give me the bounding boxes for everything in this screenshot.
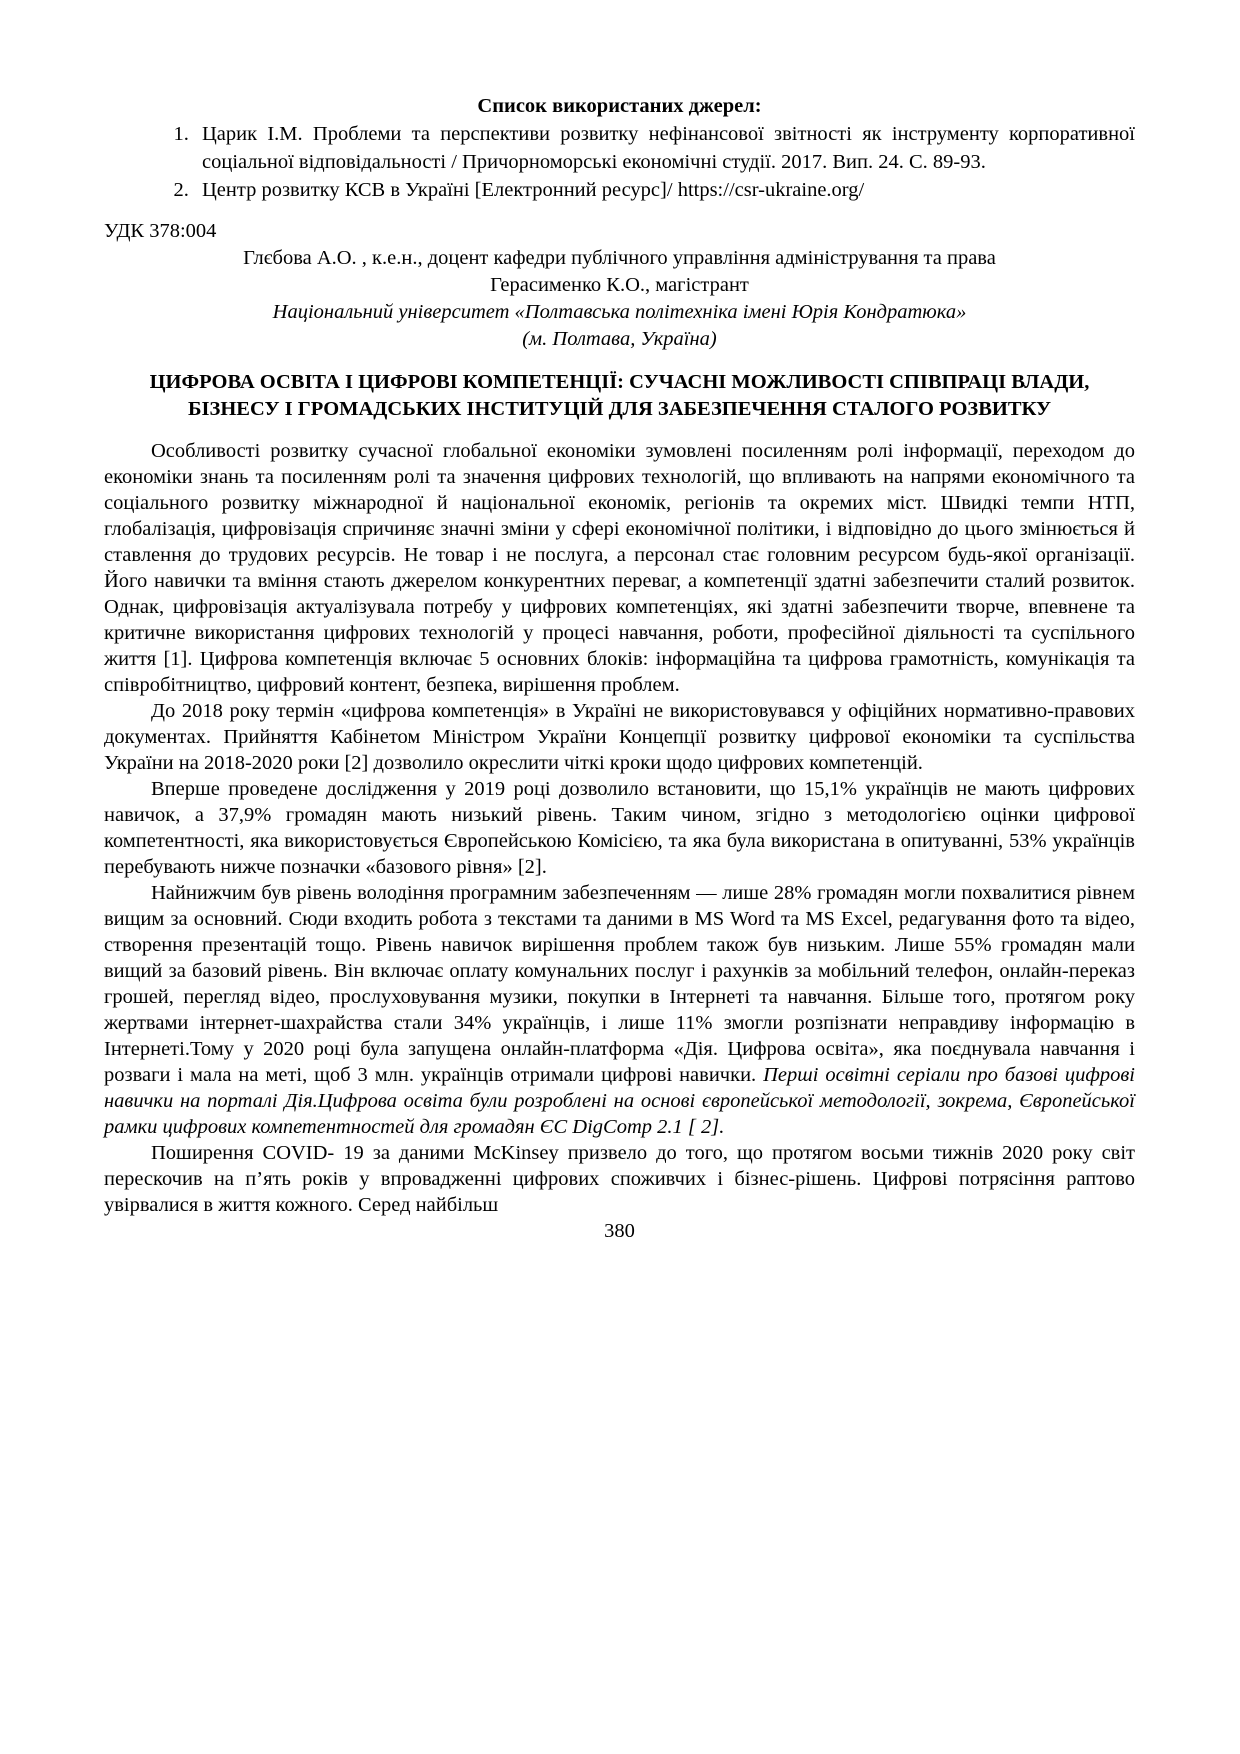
reference-item-1 xyxy=(194,120,1135,176)
reference-item-2 xyxy=(194,176,1135,204)
references-heading: Список використаних джерел: xyxy=(477,95,762,117)
body-paragraph-5 xyxy=(104,1140,1135,1218)
affiliation-location: (м. Полтава, Україна) xyxy=(522,328,717,350)
references-list xyxy=(104,120,1135,204)
affiliation: Національний університет «Полтавська політехніка імені Юрія Кондратюка» xyxy=(272,301,967,323)
reference-url[interactable]: https://csr-ukraine.org/ xyxy=(677,179,865,201)
paragraph-text: Вперше проведене дослідження у 2019 році дозволило встановити, що 15,1% українців не мають цифрових навичок, а 37,9% громадян мають низький рівень. Таким чином, згідно з методологією оцінки цифрової компетентності, яка використовується Європейською Комісією, та яка була використана в опитуванні, 53% українців перебувають нижче позначки «базового рівня» [2]. xyxy=(104,778,1135,878)
paragraph-text: Особливості розвитку сучасної глобальної економіки зумовлені посиленням ролі інформації, переходом до економіки знань та посиленням ролі та значення цифрових технологій, що впливають на напрями економічного та соціального розвитку міжнародної й національної економік, регіонів та окремих міст. Швидкі темпи НТП, глобалізація, цифровізація спричиняє значні зміни у сфері економічної політики, і відповідно до цього змінюється й ставлення до трудових ресурсів. Не товар і не послуга, а персонал стає головним ресурсом будь-якої організації. Його навички та вміння стають джерелом конкурентних переваг, а компетенції здатні забезпечити сталий розвиток. Однак, цифровізація актуалізувала потребу у цифрових компетенціях, які здатні забезпечити творче, впевнене та критичне використання цифрових технологій у процесі навчання, роботи, професійної діяльності та суспільного життя [1]. Цифрова компетенція включає 5 основних блоків: інформаційна та цифрова грамотність, комунікація та співробітництво, цифровий контент, безпека, вирішення проблем. xyxy=(104,440,1135,696)
paragraph-text: Поширення COVID- 19 за даними McKinsey призвело до того, що протягом восьми тижнів 2020 року світ перескочив на п’ять років у впровадженні цифрових споживчих і бізнес-рішень. Цифрові потрясіння раптово увірвалися в життя кожного. Серед найбільш xyxy=(104,1142,1135,1216)
reference-text: Центр розвитку КСВ в Україні [Електронний ресурс]/ xyxy=(202,179,678,201)
reference-text: Царик І.М. Проблеми та перспективи розвитку нефінансової звітності як інструменту корпоративної соціальної відповідальності / Причорноморські економічні студії. 2017. Вип. 24. С. 89-93. xyxy=(202,123,1135,173)
paragraph-text: Найнижчим був рівень володіння програмним забезпеченням — лише 28% громадян могли похвалитися рівнем вищим за основний. Сюди входить робота з текстами та даними в MS Word та MS Excel, редагування фото та відео, створення презентацій тощо. Рівень навичок вирішення проблем також був низьким. Лише 55% громадян мали вищий за базовий рівень. Він включає оплату комунальних послуг і рахунків за мобільний телефон, онлайн-переказ грошей, перегляд відео, прослуховування музики, покупки в Інтернеті та навчання. Більше того, протягом року жертвами інтернет-шахрайства стали 34% українців, і лише 11% змогли розпізнати неправдиву інформацію в Інтернеті.Тому у 2020 році була запущена онлайн-платформа «Дія. Цифрова освіта», яка поєднувала навчання і розваги і мала на меті, щоб 3 млн. українців отримали цифрові навички. xyxy=(104,882,1135,1086)
article-title: ЦИФРОВА ОСВІТА І ЦИФРОВІ КОМПЕТЕНЦІЇ: СУЧАСНІ МОЖЛИВОСТІ СПІВПРАЦІ ВЛАДИ, БІЗНЕСУ І ГРОМАДСЬКИХ ІНСТИТУЦІЙ ДЛЯ ЗАБЕЗПЕЧЕННЯ СТАЛОГО РОЗВИТКУ xyxy=(149,371,1090,420)
body-paragraph-1 xyxy=(104,438,1135,698)
body-paragraph-3 xyxy=(104,776,1135,880)
body-paragraph-4 xyxy=(104,880,1135,1140)
author-line-1: Глєбова А.О. , к.е.н., доцент кафедри публічного управління адміністрування та права xyxy=(243,247,996,269)
paragraph-text: До 2018 року термін «цифрова компетенція» в Україні не використовувався у офіційних нормативно-правових документах. Прийняття Кабінетом Міністром України Концепції розвитку цифрової економіки та суспільства України на 2018-2020 роки [2] дозволило окреслити чіткі кроки щодо цифрових компетенцій. xyxy=(104,700,1135,774)
page-number: 380 xyxy=(604,1220,635,1242)
udc-code: УДК 378:004 xyxy=(104,220,217,242)
paragraph-italic-text: Перші освітні серіали про базові цифрові навички на порталі Дія.Цифрова освіта були розроблені на основі європейської методології, зокрема, Європейської рамки цифрових компетентностей для громадян ЄС DigComp 2.1 [ 2]. xyxy=(104,1064,1135,1138)
author-line-2: Герасименко К.О., магістрант xyxy=(490,274,749,296)
body-paragraph-2 xyxy=(104,698,1135,776)
